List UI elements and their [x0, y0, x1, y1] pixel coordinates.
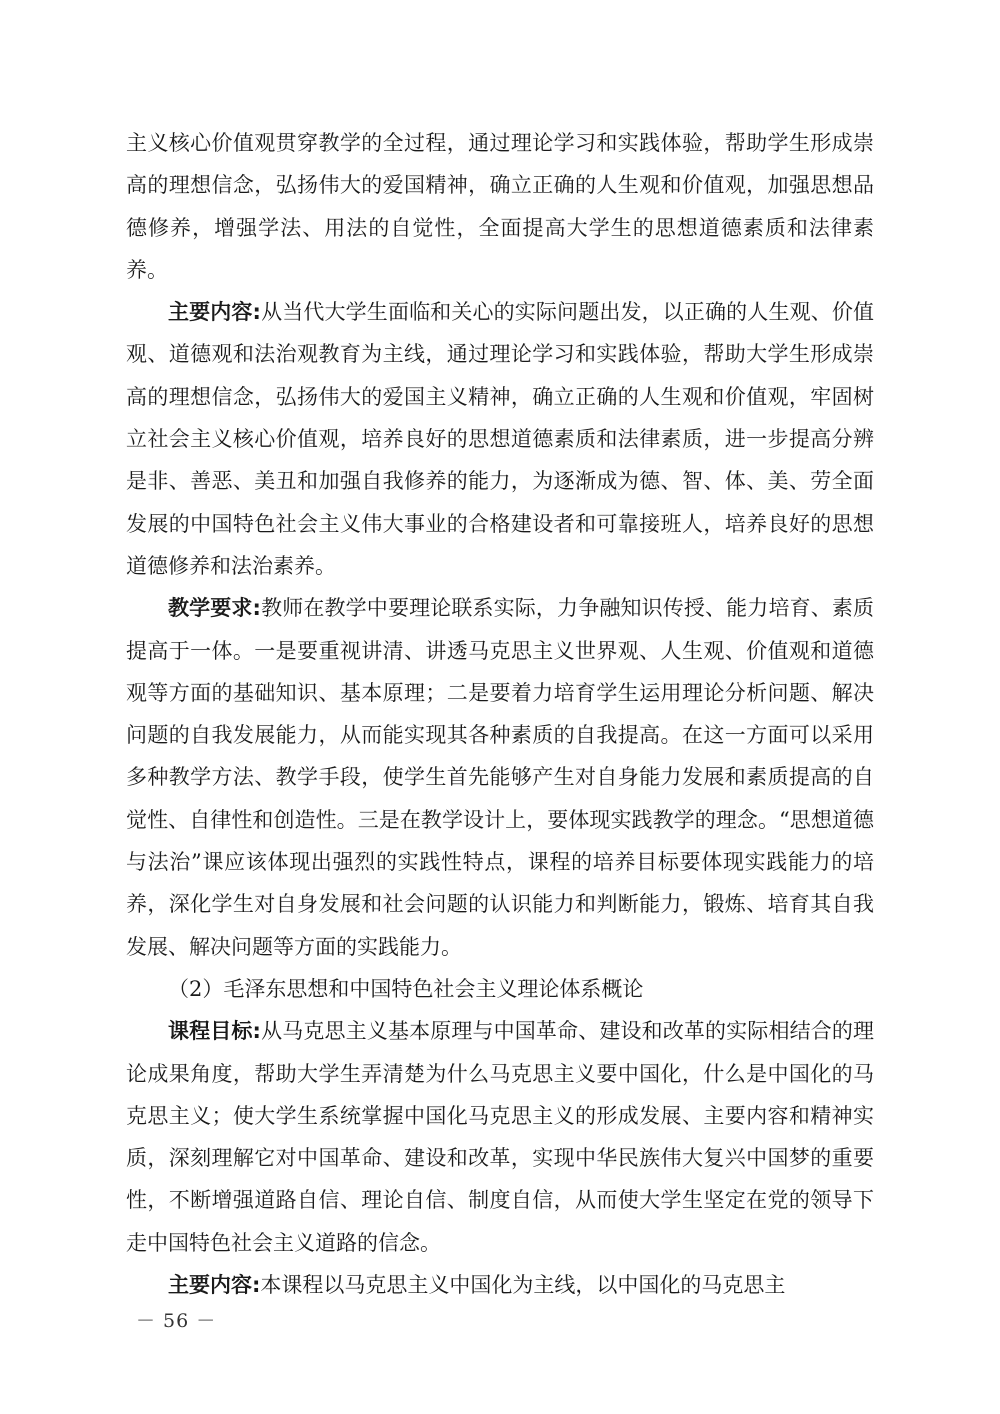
paragraph-teaching-requirements: [126, 587, 874, 968]
section-heading: [126, 968, 874, 1010]
paragraph-text: 主义核心价值观贯穿教学的全过程，通过理论学习和实践体验，帮助学生形成崇高的理想信念，弘扬伟大的爱国精神，确立正确的人生观和价值观，加强思想品德修养，增强学法、用法的自觉性，全面提高大学生的思想道德素质和法律素养。: [126, 131, 874, 282]
paragraph-continuation: [126, 122, 874, 291]
page-number: － 56 －: [136, 1310, 217, 1332]
paragraph-text: 从当代大学生面临和关心的实际问题出发，以正确的人生观、价值观、道德观和法治观教育为主线，通过理论学习和实践体验，帮助大学生形成崇高的理想信念，弘扬伟大的爱国主义精神，确立正确的人生观和价值观，牢固树立社会主义核心价值观，培养良好的思想道德素质和法律素质，进一步提高分辨是非、善恶、美丑和加强自我修养的能力，为逐渐成为德、智、体、美、劳全面发展的中国特色社会主义伟大事业的合格建设者和可靠接班人，培养良好的思想道德修养和法治素养。: [126, 300, 875, 578]
paragraph-label: 教学要求:: [168, 596, 261, 621]
paragraph-label: 课程目标:: [168, 1019, 261, 1044]
document-body: [126, 122, 874, 1306]
paragraph-label: 主要内容:: [168, 1273, 261, 1298]
paragraph-text: 本课程以马克思主义中国化为主线，以中国化的马克思主: [260, 1273, 786, 1298]
paragraph-course-objectives: [126, 1010, 874, 1264]
paragraph-main-content-2: [126, 1264, 874, 1306]
paragraph-main-content: [126, 291, 874, 587]
section-heading-text: （2）毛泽东思想和中国特色社会主义理论体系概论: [168, 976, 644, 1001]
paragraph-text: 教师在教学中要理论联系实际，力争融知识传授、能力培育、素质提高于一体。一是要重视讲清、讲透马克思主义世界观、人生观、价值观和道德观等方面的基础知识、基本原理；二是要着力培育学生运用理论分析问题、解决问题的自我发展能力，从而能实现其各种素质的自我提高。在这一方面可以采用多种教学方法、教学手段，使学生首先能够产生对自身能力发展和素质提高的自觉性、自律性和创造性。三是在教学设计上，要体现实践教学的理念。“思想道德与法治”课应该体现出强烈的实践性特点，课程的培养目标要体现实践能力的培养，深化学生对自身发展和社会问题的认识能力和判断能力，锻炼、培育其自我发展、解决问题等方面的实践能力。: [126, 596, 875, 959]
paragraph-text: 从马克思主义基本原理与中国革命、建设和改革的实际相结合的理论成果角度，帮助大学生弄清楚为什么马克思主义要中国化，什么是中国化的马克思主义；使大学生系统掌握中国化马克思主义的形成发展、主要内容和精神实质，深刻理解它对中国革命、建设和改革，实现中华民族伟大复兴中国梦的重要性，不断增强道路自信、理论自信、制度自信，从而使大学生坚定在党的领导下走中国特色社会主义道路的信念。: [126, 1019, 875, 1255]
paragraph-label: 主要内容:: [168, 300, 261, 325]
